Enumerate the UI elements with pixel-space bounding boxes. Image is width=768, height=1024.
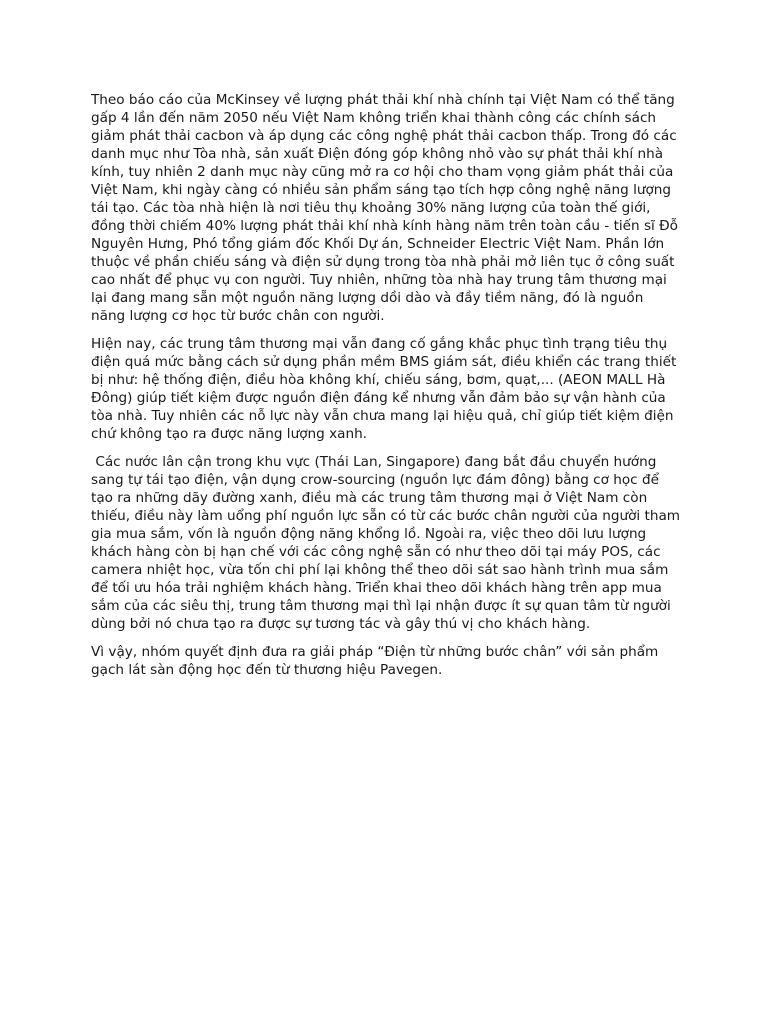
document-body xyxy=(91,91,685,689)
paragraph-1: Theo báo cáo của McKinsey về lượng phát thải khí nhà chính tại Việt Nam có thể tăng gấp 4 lần đến năm 2050 nếu Việt Nam không triển khai thành công các chính sách giảm phát thải cacbon và áp dụng các công nghệ phát thải cacbon thấp. Trong đó các danh mục như Tòa nhà, sản xuất Điện đóng góp không nhỏ vào sự phát thải khí nhà kính, tuy nhiên 2 danh mục này cũng mở ra cơ hội cho tham vọng giảm phát thải của Việt Nam, khi ngày càng có nhiều sản phẩm sáng tạo tích hợp công nghệ năng lượng tái tạo. Các tòa nhà hiện là nơi tiêu thụ khoảng 30% năng lượng của toàn thế giới, đồng thời chiếm 40% lượng phát thải khí nhà kính hàng năm trên toàn cầu - tiến sĩ Đỗ Nguyên Hưng, Phó tổng giám đốc Khối Dự án, Schneider Electric Việt Nam. Phần lớn thuộc về phần chiếu sáng và điện sử dụng trong tòa nhà phải mở liên tục ở công suất cao nhất để phục vụ con người. Tuy nhiên, những tòa nhà hay trung tâm thương mại lại đang mang sẵn một nguồn năng lượng dồi dào và đầy tiềm năng, đó là nguồn năng lượng cơ học từ bước chân con người. xyxy=(91,92,683,324)
paragraph-2: Hiện nay, các trung tâm thương mại vẫn đang cố gắng khắc phục tình trạng tiêu thụ điện quá mức bằng cách sử dụng phần mềm BMS giám sát, điều khiển các trang thiết bị như: hệ thống điện, điều hòa không khí, chiếu sáng, bơm, quạt,... (AEON MALL Hà Đông) giúp tiết kiệm được nguồn điện đáng kể nhưng vẫn đảm bảo sự vận hành của tòa nhà. Tuy nhiên các nỗ lực này vẫn chưa mang lại hiệu quả, chỉ giúp tiết kiệm điện chứ không tạo ra được năng lượng xanh. xyxy=(91,336,681,442)
paragraph-3: Các nước lân cận trong khu vực (Thái Lan, Singapore) đang bắt đầu chuyển hướng sang tự tái tạo điện, vận dụng crow-sourcing (nguồn lực đám đông) bằng cơ học để tạo ra những dãy đường xanh, điều mà các trung tâm thương mại ở Việt Nam còn thiếu, điều này làm uổng phí nguồn lực sẵn có từ các bước chân người của người tham gia mua sắm, vốn là nguồn động năng khổng lồ. Ngoài ra, việc theo dõi lưu lượng khách hàng còn bị hạn chế với các công nghệ sẵn có như theo dõi tại máy POS, các camera nhiệt học, vừa tốn chi phí lại không thể theo dõi sát sao hành trình mua sắm để tối ưu hóa trải nghiệm khách hàng. Triển khai theo dõi khách hàng trên app mua sắm của các siêu thị, trung tâm thương mại thì lại nhận được ít sự quan tâm từ người dùng bởi nó chưa tạo ra được sự tương tác và gây thú vị cho khách hàng. xyxy=(91,454,685,632)
paragraph-4: Vì vậy, nhóm quyết định đưa ra giải pháp “Điện từ những bước chân” với sản phẩm gạch lát sàn động học đến từ thương hiệu Pavegen. xyxy=(91,644,663,678)
